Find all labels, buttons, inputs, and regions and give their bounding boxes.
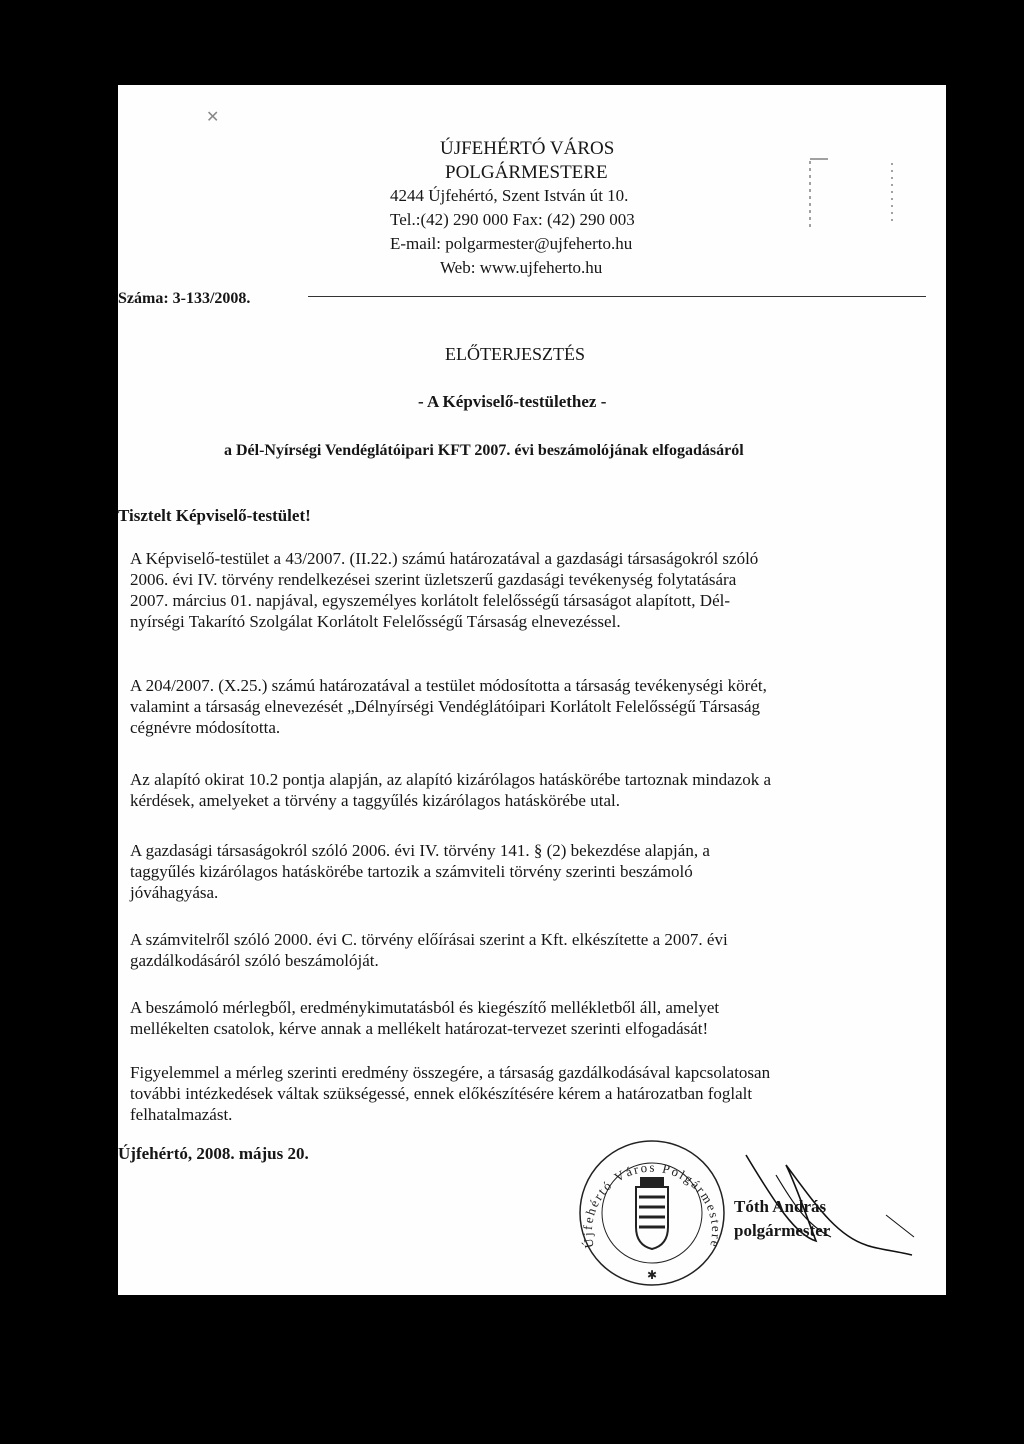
- header-rule: [308, 296, 926, 297]
- paragraph-line: A beszámoló mérlegből, eredménykimutatásból és kiegészítő mellékletből áll, amelyet: [130, 998, 720, 1017]
- paragraph-line: felhatalmazást.: [130, 1105, 233, 1124]
- paragraph-founding: [130, 548, 925, 632]
- reference-number: Száma: 3-133/2008.: [118, 290, 251, 307]
- document-title: ELŐTERJESZTÉS: [445, 344, 585, 364]
- letterhead-web: Web: www.ujfeherto.hu: [440, 258, 603, 277]
- letterhead-office: POLGÁRMESTERE: [445, 162, 608, 183]
- paragraph-law: [130, 840, 925, 903]
- signatory-title: polgármester: [734, 1221, 831, 1240]
- paragraph-deed: [130, 769, 925, 811]
- addressee: - A Képviselő-testülethez -: [418, 392, 607, 411]
- paragraph-line: A gazdasági társaságokról szóló 2006. évi IV. törvény 141. § (2) bekezdése alapján, a: [130, 841, 710, 860]
- place-date: Újfehértó, 2008. május 20.: [118, 1144, 309, 1163]
- svg-text:Újfehértó Város Polgármestere: Újfehértó Város Polgármestere: [579, 1159, 725, 1251]
- paragraph-line: 2007. március 01. napjával, egyszemélyes korlátolt felelősségű társaságot alapított, Dél-: [130, 591, 731, 610]
- received-stamp-outline: [806, 155, 896, 235]
- official-seal-icon: [576, 1137, 728, 1289]
- paragraph-line: mellékelten csatolok, kérve annak a mellékelt határozat-tervezet szerinti elfogadását!: [130, 1019, 709, 1038]
- paragraph-accounting: [130, 929, 925, 971]
- paragraph-modification: [130, 675, 925, 738]
- paragraph-authorization: [130, 1062, 925, 1125]
- paragraph-line: A 204/2007. (X.25.) számú határozatával a testület módosította a társaság tevékenységi körét,: [130, 676, 767, 695]
- paragraph-line: további intézkedések váltak szükségessé, ennek előkészítésére kérem a határozatban foglalt: [130, 1084, 753, 1103]
- paragraph-report: [130, 997, 925, 1039]
- document-page: [118, 85, 946, 1295]
- paragraph-line: Az alapító okirat 10.2 pontja alapján, az alapító kizárólagos hatáskörébe tartoznak mindazok a: [130, 770, 772, 789]
- paragraph-line: A Képviselő-testület a 43/2007. (II.22.) számú határozatával a gazdasági társaságokról szóló: [130, 549, 759, 568]
- letterhead-email: E-mail: polgarmester@ujfeherto.hu: [390, 234, 633, 253]
- salutation: Tisztelt Képviselő-testület!: [118, 506, 311, 525]
- paragraph-line: cégnévre módosította.: [130, 718, 281, 737]
- scan-mark-icon: ✕: [206, 109, 220, 126]
- paragraph-line: jóváhagyása.: [130, 883, 219, 902]
- subject-line: a Dél-Nyírségi Vendéglátóipari KFT 2007. évi beszámolójának elfogadásáról: [224, 442, 744, 459]
- letterhead-phone: Tel.:(42) 290 000 Fax: (42) 290 003: [390, 210, 635, 229]
- paragraph-line: A számvitelről szóló 2000. évi C. törvény előírásai szerint a Kft. elkészítette a 2007. évi: [130, 930, 728, 949]
- signatory-name: Tóth András: [734, 1197, 827, 1216]
- paragraph-line: taggyűlés kizárólagos hatáskörébe tartozik a számviteli törvény szerinti beszámoló: [130, 862, 693, 881]
- paragraph-line: valamint a társaság elnevezését „Délnyírségi Vendéglátóipari Korlátolt Felelősségű Társaság: [130, 697, 761, 716]
- paragraph-line: nyírségi Takarító Szolgálat Korlátolt Felelősségű Társaság elnevezéssel.: [130, 612, 621, 631]
- svg-text:✱: ✱: [646, 1268, 658, 1282]
- paragraph-line: 2006. évi IV. törvény rendelkezései szerint üzletszerű gazdasági tevékenység folytatására: [130, 570, 737, 589]
- letterhead-city: ÚJFEHÉRTÓ VÁROS: [440, 138, 615, 159]
- paragraph-line: gazdálkodásáról szóló beszámolóját.: [130, 951, 379, 970]
- paragraph-line: Figyelemmel a mérleg szerinti eredmény összegére, a társaság gazdálkodásával kapcsolatosan: [130, 1063, 771, 1082]
- letterhead-address: 4244 Újfehértó, Szent István út 10.: [390, 186, 629, 205]
- paragraph-line: kérdések, amelyeket a törvény a taggyűlés kizárólagos hatáskörébe utal.: [130, 791, 620, 810]
